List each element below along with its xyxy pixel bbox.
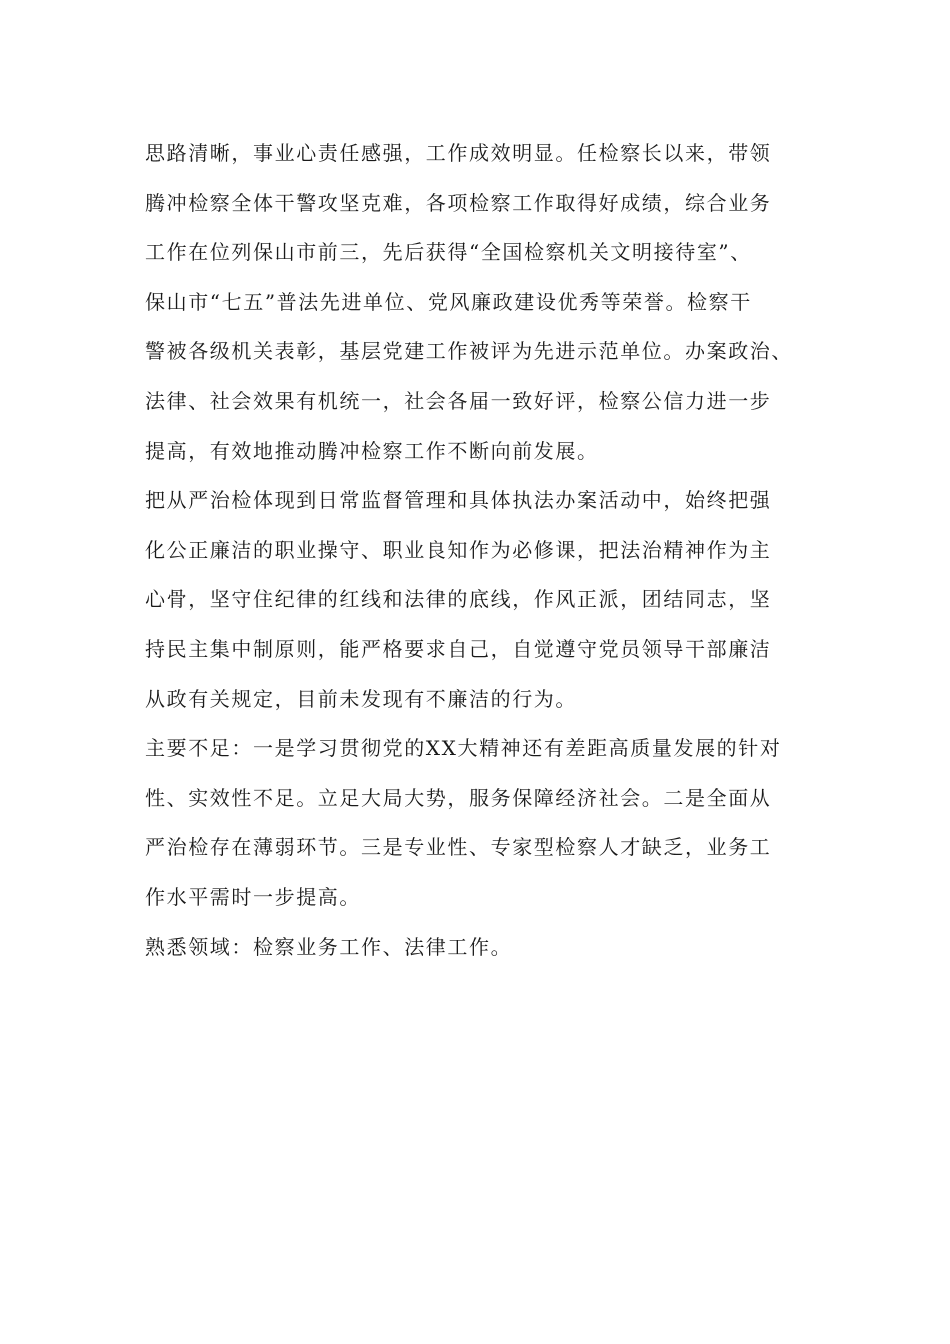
paragraph-expertise bbox=[145, 923, 825, 973]
document-body bbox=[145, 129, 825, 972]
paragraph-shortcomings bbox=[145, 724, 825, 922]
paragraph-integrity bbox=[145, 476, 825, 724]
text-line: 把从严治检体现到日常监督管理和具体执法办案活动中，始终把强 bbox=[145, 488, 772, 513]
text-line: 提高，有效地推动腾冲检察工作不断向前发展。 bbox=[145, 438, 599, 463]
text-line: 性、实效性不足。立足大局大势，服务保障经济社会。二是全面从 bbox=[145, 785, 772, 810]
text-line: 从政有关规定，目前未发现有不廉洁的行为。 bbox=[145, 686, 577, 711]
text-line: 化公正廉洁的职业操守、职业良知作为必修课，把法治精神作为主 bbox=[145, 537, 772, 562]
text-line: 心骨，坚守住纪律的红线和法律的底线，作风正派，团结同志，坚 bbox=[145, 587, 772, 612]
text-line: 法律、社会效果有机统一，社会各届一致好评，检察公信力进一步 bbox=[145, 388, 772, 413]
text-line: 工作在位列保山市前三，先后获得“全国检察机关文明接待室”、 bbox=[145, 240, 752, 265]
text-line: 思路清晰，事业心责任感强，工作成效明显。任检察长以来，带领 bbox=[145, 141, 772, 165]
text-line: 主要不足：一是学习贯彻党的XX大精神还有差距高质量发展的针对 bbox=[145, 736, 782, 761]
text-line: 保山市“七五”普法先进单位、党风廉政建设优秀等荣誉。检察干 bbox=[145, 289, 752, 314]
text-line: 警被各级机关表彰，基层党建工作被评为先进示范单位。办案政治、 bbox=[145, 339, 793, 364]
text-line: 熟悉领域：检察业务工作、法律工作。 bbox=[145, 934, 513, 959]
text-line: 持民主集中制原则，能严格要求自己，自觉遵守党员领导干部廉洁 bbox=[145, 636, 772, 661]
text-line: 严治检存在薄弱环节。三是专业性、专家型检察人才缺乏，业务工 bbox=[145, 835, 772, 860]
text-line: 腾冲检察全体干警攻坚克难，各项检察工作取得好成绩，综合业务 bbox=[145, 190, 772, 215]
paragraph-performance bbox=[145, 129, 825, 476]
text-line: 作水平需时一步提高。 bbox=[145, 884, 361, 909]
